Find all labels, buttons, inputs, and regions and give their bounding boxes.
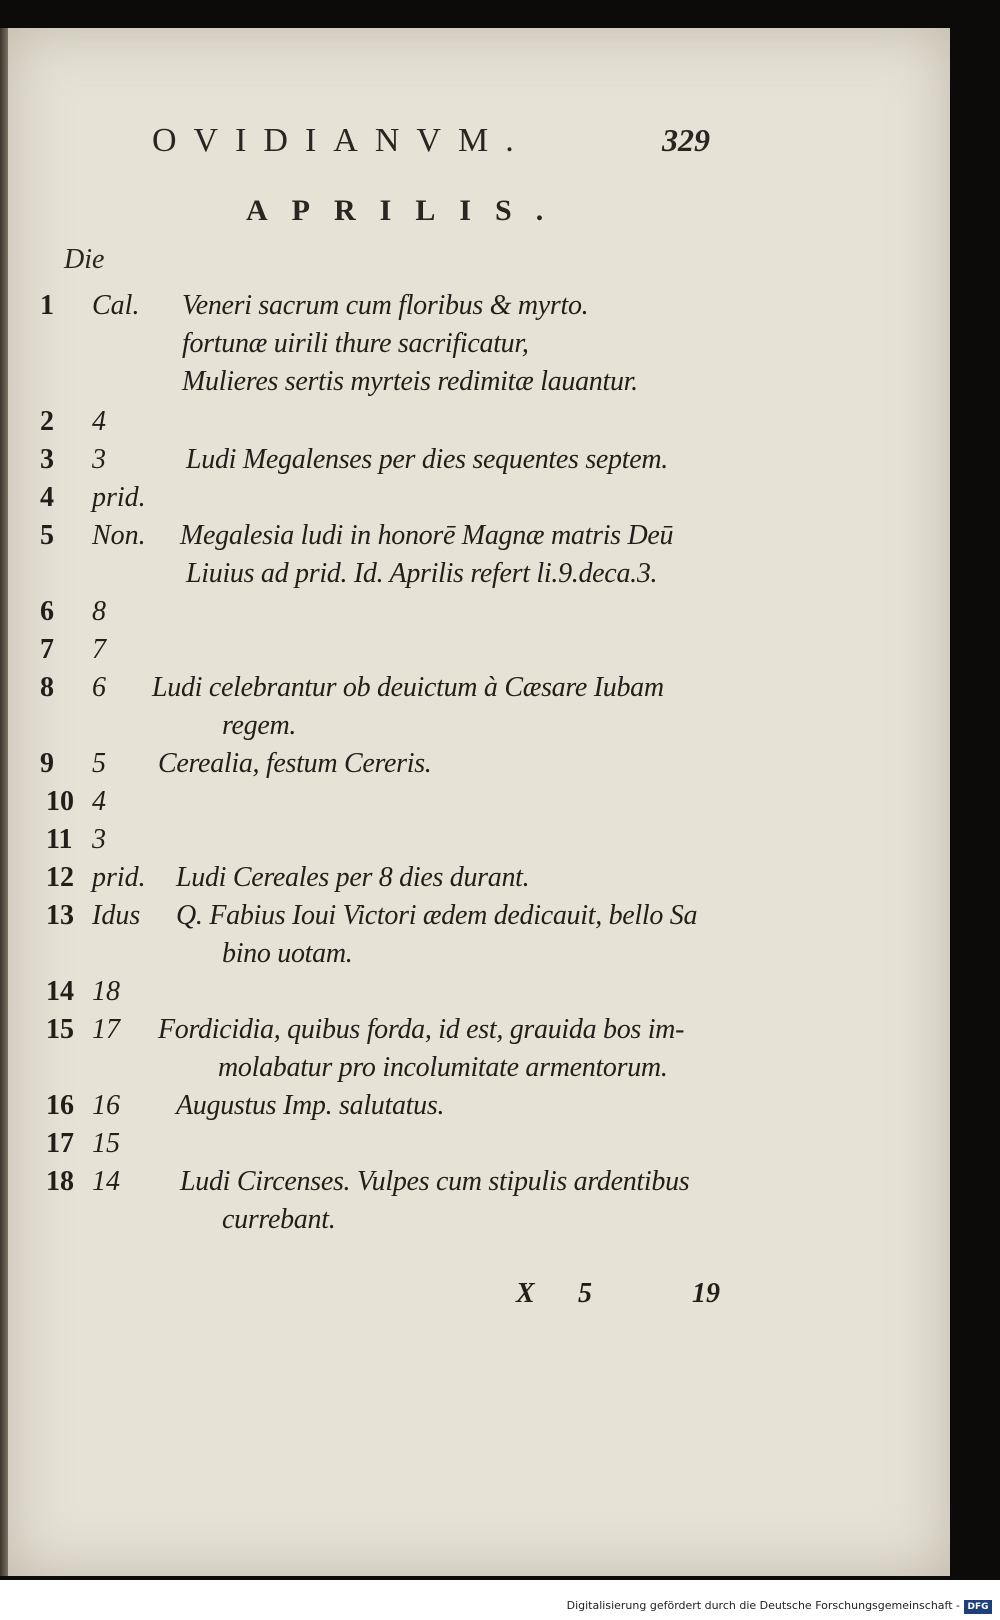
roman-date: 17 — [92, 1014, 120, 1045]
entry-text: Augustus Imp. salutatus. — [176, 1090, 445, 1121]
day-number: 12 — [46, 862, 74, 893]
day-number: 8 — [40, 672, 54, 703]
roman-date: Idus — [92, 900, 141, 931]
digitization-credit: Digitalisierung gefördert durch die Deutsche Forschungsgemeinschaft - — [566, 1599, 960, 1612]
day-number: 3 — [40, 444, 54, 475]
day-number: 17 — [46, 1128, 74, 1159]
day-number: 13 — [46, 900, 74, 931]
entry-text: Megalesia ludi in honorē Magnæ matris Deū — [180, 520, 674, 551]
entry-text: regem. — [222, 710, 297, 741]
entry-text: Cerealia, festum Cereris. — [158, 748, 432, 779]
running-title: OVIDIANVM. — [152, 122, 531, 159]
day-number: 16 — [46, 1090, 74, 1121]
roman-date: 18 — [92, 976, 120, 1007]
roman-date: 4 — [92, 406, 106, 437]
roman-date: 16 — [92, 1090, 120, 1121]
page-header — [0, 102, 1000, 162]
day-number: 11 — [46, 824, 73, 855]
entry-text: Q. Fabius Ioui Victori ædem dedicauit, bello Sa — [176, 900, 698, 931]
catchword: 19 — [692, 1278, 720, 1309]
entry-text: molabatur pro incolumitate armentorum. — [218, 1052, 668, 1083]
folio-number: 329 — [662, 122, 710, 158]
signature-number: 5 — [578, 1278, 592, 1309]
roman-date: 8 — [92, 596, 106, 627]
roman-date: 3 — [92, 824, 106, 855]
entry-text: fortunæ uirili thure sacrificatur, — [182, 328, 529, 359]
entry-text: Ludi Cereales per 8 dies durant. — [176, 862, 530, 893]
entry-text: bino uotam. — [222, 938, 353, 969]
month-heading: APRILIS. — [246, 194, 568, 227]
signature-mark: X — [516, 1278, 535, 1309]
dfg-logo: DFG — [964, 1600, 992, 1614]
entry-text: currebant. — [222, 1204, 336, 1235]
roman-date: 6 — [92, 672, 106, 703]
roman-date: prid. — [92, 862, 146, 893]
column-head-die: Die — [64, 244, 105, 275]
entry-text: Fordicidia, quibus forda, id est, grauida bos im- — [158, 1014, 685, 1045]
roman-date: 5 — [92, 748, 106, 779]
entry-text: Ludi Megalenses per dies sequentes septem. — [186, 444, 668, 475]
day-number: 7 — [40, 634, 54, 665]
roman-date: 4 — [92, 786, 106, 817]
book-page — [8, 28, 950, 1576]
day-number: 1 — [40, 290, 54, 321]
day-number: 5 — [40, 520, 54, 551]
entry-text: Ludi Circenses. Vulpes cum stipulis ardentibus — [180, 1166, 690, 1197]
day-number: 10 — [46, 786, 74, 817]
roman-date: 15 — [92, 1128, 120, 1159]
day-number: 15 — [46, 1014, 74, 1045]
roman-date: 14 — [92, 1166, 120, 1197]
roman-date: prid. — [92, 482, 146, 513]
roman-date: 3 — [92, 444, 106, 475]
roman-date: Non. — [92, 520, 146, 551]
entry-text: Mulieres sertis myrteis redimitæ lauantur. — [182, 366, 638, 397]
day-number: 18 — [46, 1166, 74, 1197]
entry-text: Ludi celebrantur ob deuictum à Cæsare Iubam — [152, 672, 664, 703]
roman-date: Cal. — [92, 290, 140, 321]
entry-text: Veneri sacrum cum floribus & myrto. — [182, 290, 589, 321]
entry-text: Liuius ad prid. Id. Aprilis refert li.9.deca.3. — [186, 558, 658, 589]
day-number: 4 — [40, 482, 54, 513]
day-number: 9 — [40, 748, 54, 779]
footer-bar — [0, 1580, 1000, 1620]
day-number: 14 — [46, 976, 74, 1007]
roman-date: 7 — [92, 634, 106, 665]
day-number: 2 — [40, 406, 54, 437]
day-number: 6 — [40, 596, 54, 627]
